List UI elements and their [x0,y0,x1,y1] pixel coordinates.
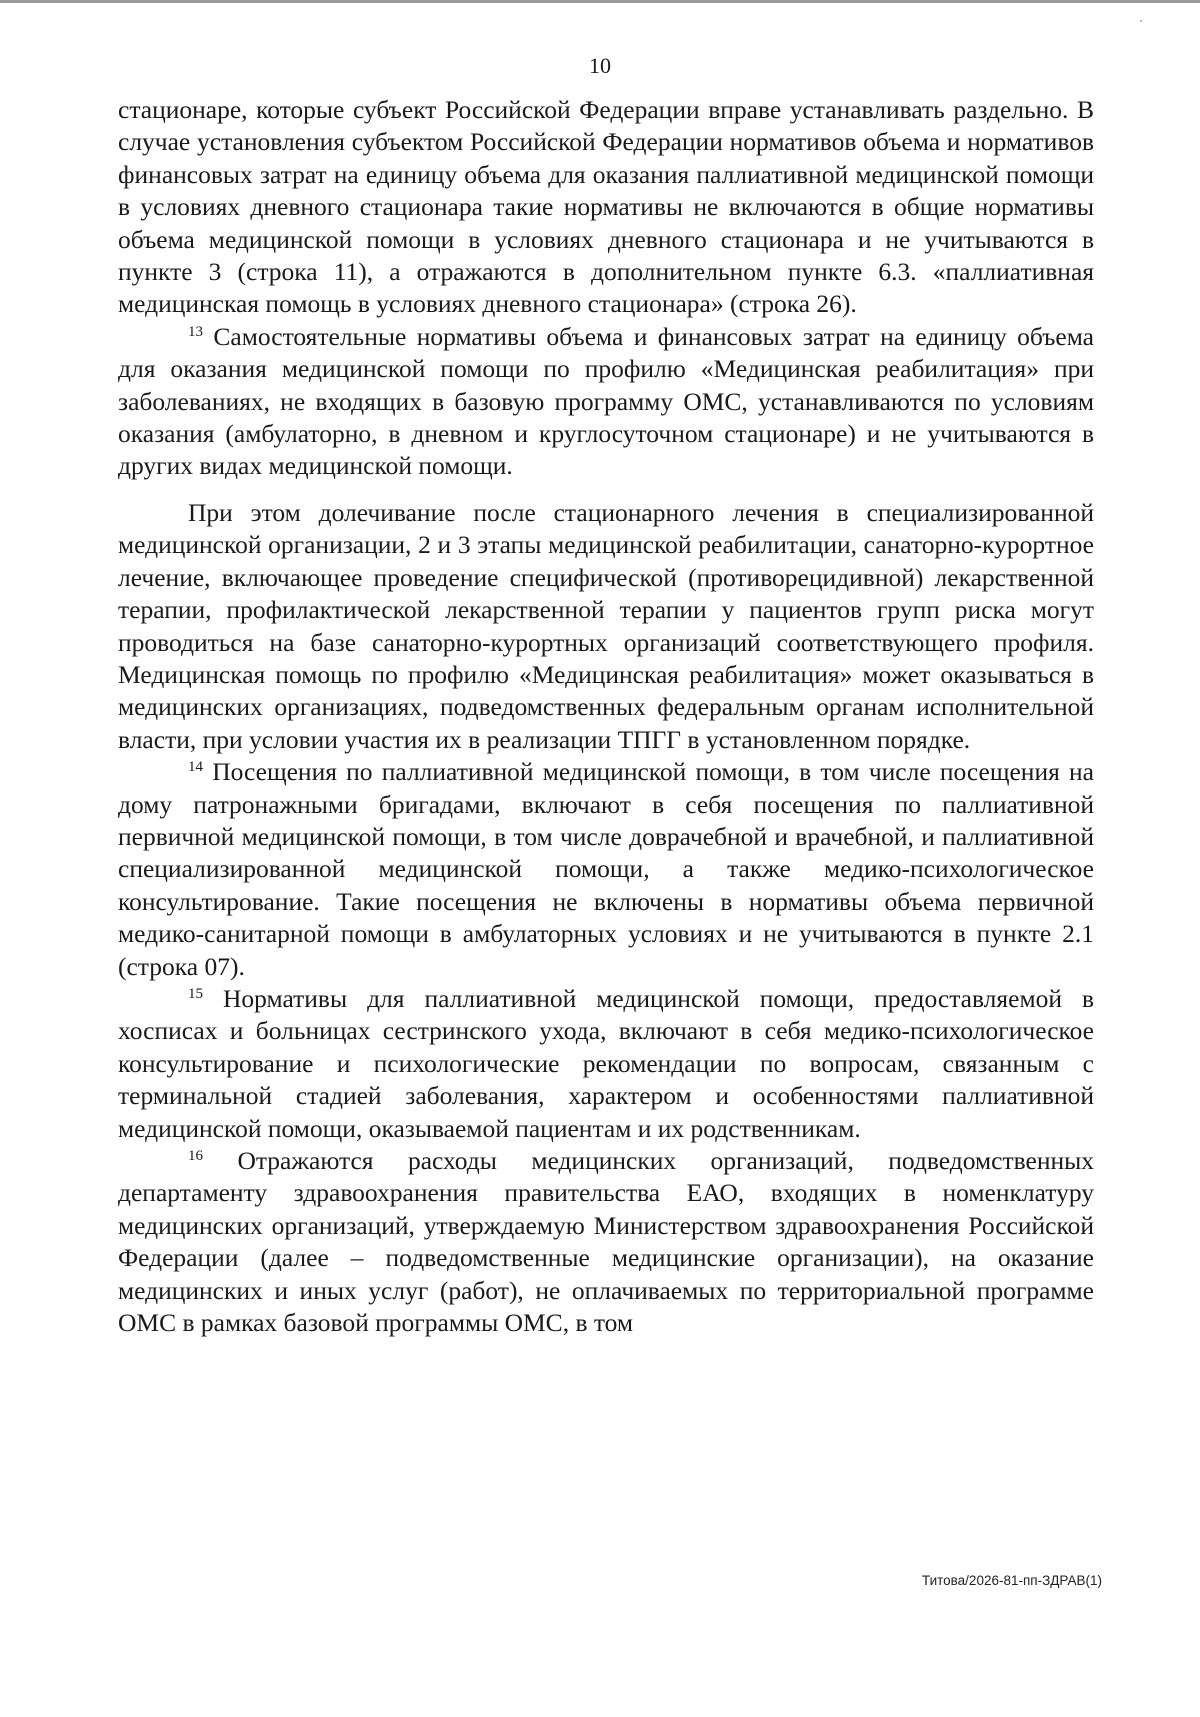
document-registration-code: Титова/2026-81-пп-ЗДРАВ(1) [921,1573,1102,1588]
document-body [118,94,1094,1339]
paragraph-text: При этом долечивание после стационарного лечения в специализированной медицинской организации, 2 и 3 этапы медицинской реабилитации, санаторно-курортное лечение, включающее проведение специфической (противорецидивной) лекарственной терапии, профилактической лекарственной терапии у пациентов групп риска могут проводиться на базе санаторно-курортных организаций соответствующего профиля. Медицинская помощь по профилю «Медицинская реабилитация» может оказываться в медицинских организациях, подведомственных федеральным органам исполнительной власти, при условии участия их в реализации ТПГГ в установленном порядке. [118,497,1094,754]
paragraph-continuation [118,94,1094,321]
paragraph-text: Самостоятельные нормативы объема и финансовых затрат на единицу объема для оказания медицинской помощи по профилю «Медицинская реабилитация» при заболеваниях, не входящих в базовую программу ОМС, устанавливаются по условиям оказания (амбулаторно, в дневном и круглосуточном стационаре) и не учитываются в других видах медицинской помощи. [118,321,1095,481]
paragraph-text: Нормативы для паллиативной медицинской помощи, предоставляемой в хосписах и больницах сестринского ухода, включают в себя медико-психологическое консультирование и психологические рекомендации по вопросам, связанным с терминальной стадией заболевания, характером и особенностями паллиативной медицинской помощи, оказываемой пациентам и их родственникам. [118,983,1095,1143]
paragraph-rehabilitation [118,497,1094,756]
footnote-marker: 14 [188,759,203,776]
footnote-14 [118,756,1094,983]
paragraph-text: Отражаются расходы медицинских организаций, подведомственных департаменту здравоохранения правительства ЕАО, входящих в номенклатуру медицинских организаций, утверждаемую Министерством здравоохранения Российской Федерации (далее – подведомственные медицинские организации), на оказание медицинских и иных услуг (работ), не оплачиваемых по территориальной программе ОМС в рамках базовой программы ОМС, в том [118,1146,1094,1338]
footnote-13 [118,321,1094,483]
scan-top-edge [0,0,1200,3]
footnote-16 [118,1145,1094,1339]
footnote-15 [118,983,1094,1145]
scan-artifact-dot [1140,20,1142,22]
page-number: 10 [589,53,611,78]
paragraph-text: стационаре, которые субъект Российской Федерации вправе устанавливать раздельно. В случае установления субъектом Российской Федерации нормативов объема и нормативов финансовых затрат на единицу объема для оказания паллиативной медицинской помощи в условиях дневного стационара такие нормативы не включаются в общие нормативы объема медицинской помощи в условиях дневного стационара и не учитываются в пункте 3 (строка 11), а отражаются в дополнительном пункте 6.3. «паллиативная медицинская помощь в условиях дневного стационара» (строка 26). [118,95,1094,319]
paragraph-text: Посещения по паллиативной медицинской помощи, в том числе посещения на дому патронажными бригадами, включают в себя посещения по паллиативной первичной медицинской помощи, в том числе доврачебной и врачебной, и паллиативной специализированной медицинской помощи, а также медико-психологическое консультирование. Такие посещения не включены в нормативы объема первичной медико-санитарной помощи в амбулаторных условиях и не учитываются в пункте 2.1 (строка 07). [118,757,1094,981]
footnote-marker: 13 [188,323,203,340]
footnote-marker: 15 [188,985,203,1002]
footnote-marker: 16 [188,1148,203,1164]
